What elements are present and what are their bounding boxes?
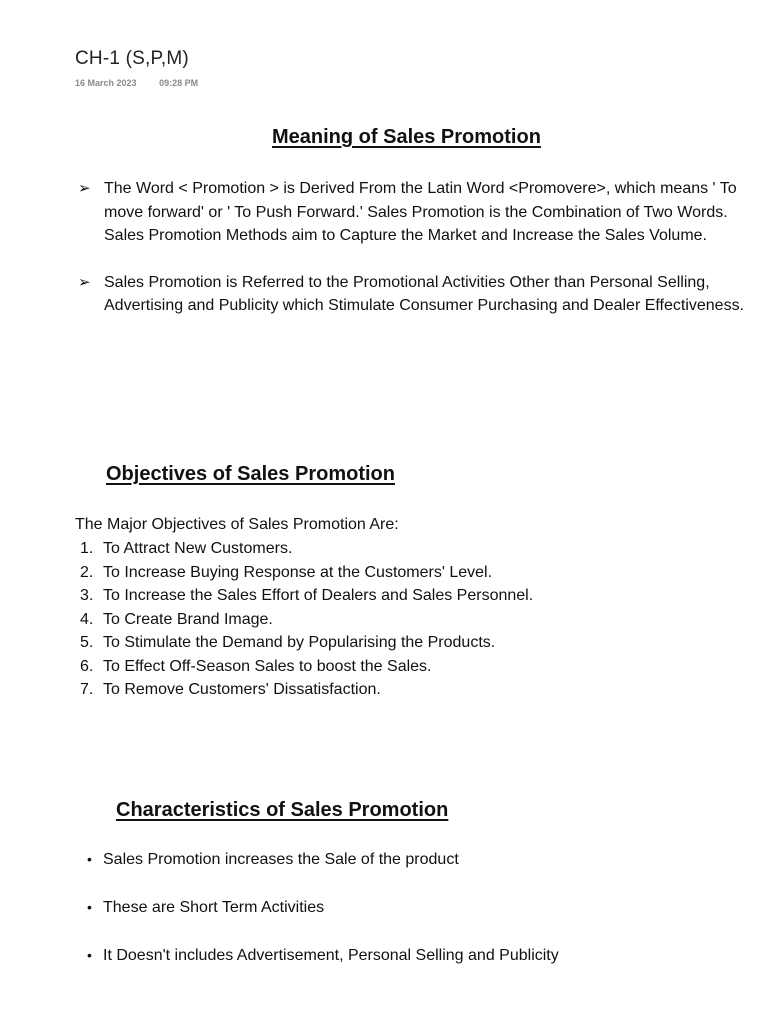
list-item-text: To Increase Buying Response at the Customers' Level. — [103, 563, 493, 581]
list-item-text: Sales Promotion increases the Sale of the product — [103, 851, 459, 868]
bullet-dot-icon: • — [87, 947, 92, 963]
characteristics-heading: Characteristics of Sales Promotion — [116, 799, 449, 821]
page-title: CH-1 (S,P,M) — [75, 48, 189, 69]
list-item: 4. To Create Brand Image. — [80, 610, 273, 628]
list-item-text: To Attract New Customers. — [103, 540, 293, 557]
meaning-list — [78, 177, 764, 318]
list-item-text: These are Short Term Activities — [103, 899, 325, 916]
bullet-dot-icon: • — [87, 899, 92, 915]
meaning-item-text: Sales Promotion is Referred to the Promotional Activities Other than Personal Selling, Advertising and Publicity which Stimulate Consumer Purchasing and Dealer Effectiveness. — [104, 273, 745, 314]
list-item: 6. To Effect Off-Season Sales to boost the Sales. — [80, 657, 432, 675]
meaning-item — [78, 271, 764, 318]
list-item: 7. To Remove Customers' Dissatisfaction. — [80, 681, 381, 698]
objectives-heading: Objectives of Sales Promotion — [106, 463, 395, 485]
arrow-bullet-icon: ➢ — [78, 180, 91, 197]
list-item-text: It Doesn't includes Advertisement, Personal Selling and Publicity — [103, 947, 559, 964]
arrow-bullet-icon: ➢ — [78, 273, 91, 291]
meaning-heading: Meaning of Sales Promotion — [272, 126, 541, 148]
meaning-item — [78, 177, 764, 248]
page-timestamp — [75, 78, 198, 88]
list-item-text: To Stimulate the Demand by Popularising the Products. — [103, 634, 496, 651]
objectives-intro: The Major Objectives of Sales Promotion Are: — [75, 516, 399, 533]
bullet-dot-icon: • — [87, 851, 92, 867]
list-item — [85, 944, 559, 968]
list-item: 5. To Stimulate the Demand by Popularising the Products. — [80, 634, 496, 651]
list-item-text: To Create Brand Image. — [103, 610, 273, 628]
objectives-list — [75, 537, 755, 702]
page-time: 09:28 PM — [159, 78, 199, 88]
meaning-item-text: The Word < Promotion > is Derived From the Latin Word <Promovere>, which means ' To move forward' or ' To Push Forward.' Sales Promotion is the Combination of Two Words. Sales Promotion Methods aim to Capture the Market and Increase the Sales Volume. — [104, 180, 737, 244]
page-date: 16 March 2023 — [75, 78, 137, 88]
list-item: 2. To Increase Buying Response at the Customers' Level. — [80, 563, 493, 581]
list-item-text: To Remove Customers' Dissatisfaction. — [103, 681, 381, 698]
list-item — [85, 896, 324, 920]
list-item-text: To Increase the Sales Effort of Dealers and Sales Personnel. — [103, 587, 534, 604]
list-item: 3. To Increase the Sales Effort of Dealers and Sales Personnel. — [80, 587, 534, 604]
list-item — [85, 848, 459, 872]
list-item: 1. To Attract New Customers. — [80, 540, 293, 557]
list-item-text: To Effect Off-Season Sales to boost the Sales. — [103, 657, 432, 675]
